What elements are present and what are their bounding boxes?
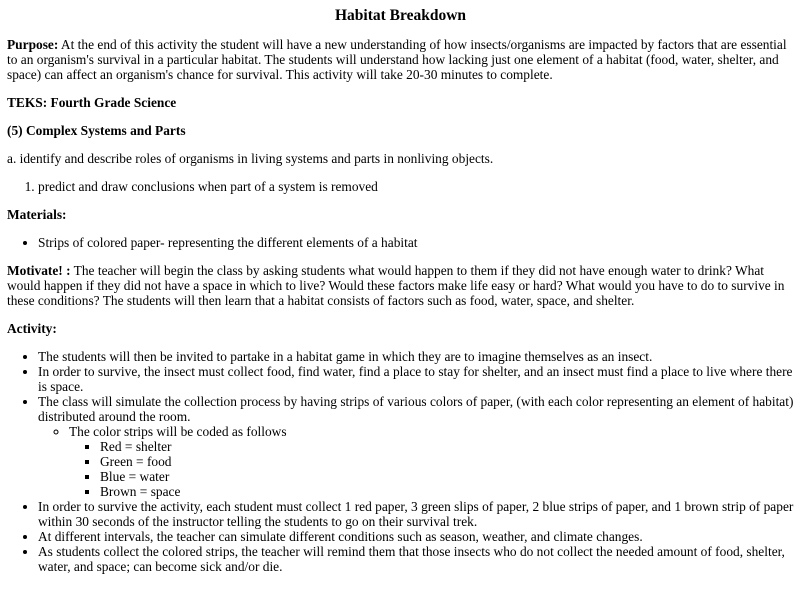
activity-heading: Activity: <box>7 321 57 336</box>
activity-sublist-item <box>69 424 794 499</box>
page-title: Habitat Breakdown <box>334 7 467 24</box>
objective-a: a. identify and describe roles of organisms in living systems and parts in nonliving objects. <box>7 151 494 166</box>
activity-list-item: • As students collect the colored strips, the teacher will remind them that those insects who do not collect the needed amount of food, shelter, water, and space; can become sick and/or die. <box>38 544 794 574</box>
activity-list-item: • The students will then be invited to partake in a habitat game in which they are to imagine themselves as an insect. <box>38 349 794 364</box>
activity-list <box>7 349 794 574</box>
motivate-label: Motivate! : <box>7 263 71 278</box>
purpose-paragraph <box>7 37 794 82</box>
color-code-intro: The color strips will be coded as follows <box>69 424 287 439</box>
color-code-item: ▪ Red = shelter <box>100 439 794 454</box>
activity-list-item <box>38 394 794 499</box>
teks-heading: TEKS: Fourth Grade Science <box>7 95 177 110</box>
color-code-item: ▪ Blue = water <box>100 469 794 484</box>
activity-list-item: • In order to survive the activity, each student must collect 1 red paper, 3 green slips of paper, 2 blue strips of paper, and 1 brown strip of paper within 30 seconds of the instructor telling the students to go on their survival trek. <box>38 499 794 529</box>
activity-item-text: The class will simulate the collection process by having strips of various colors of paper, (with each color representing an element of habitat) distributed around the room. <box>38 394 794 424</box>
purpose-text: At the end of this activity the student will have a new understanding of how insects/organisms are impacted by factors that are essential to an organism's survival in a particular habitat. The students will understand how lacking just one element of a habitat (food, water, shelter, and space) can affect an organism's chance for survival. This activity will take 20-30 minutes to complete. <box>7 37 787 82</box>
materials-list <box>7 235 794 250</box>
materials-list-item: • Strips of colored paper- representing the different elements of a habitat <box>38 235 794 250</box>
motivate-paragraph <box>7 263 794 308</box>
purpose-label: Purpose: <box>7 37 59 52</box>
activity-list-item: • In order to survive, the insect must collect food, find water, find a place to stay for shelter, and an insect must find a place to live where there is space. <box>38 364 794 394</box>
color-code-item: ▪ Brown = space <box>100 484 794 499</box>
color-code-list <box>69 439 794 499</box>
motivate-text: The teacher will begin the class by asking students what would happen to them if they did not have enough water to drink? What would happen if they did not have a space in which to live? Would these factors make life easy or hard? What would you have to do to survive in these conditions? The students will then learn that a habitat consists of factors such as food, water, space, and shelter. <box>7 263 785 308</box>
objective-list-item: 1. predict and draw conclusions when part of a system is removed <box>38 179 794 194</box>
materials-heading: Materials: <box>7 207 67 222</box>
activity-sublist <box>38 424 794 499</box>
complex-systems-heading: (5) Complex Systems and Parts <box>7 123 186 138</box>
activity-list-item: • At different intervals, the teacher can simulate different conditions such as season, weather, and climate changes. <box>38 529 794 544</box>
objective-list <box>7 179 794 194</box>
color-code-item: ▪ Green = food <box>100 454 794 469</box>
